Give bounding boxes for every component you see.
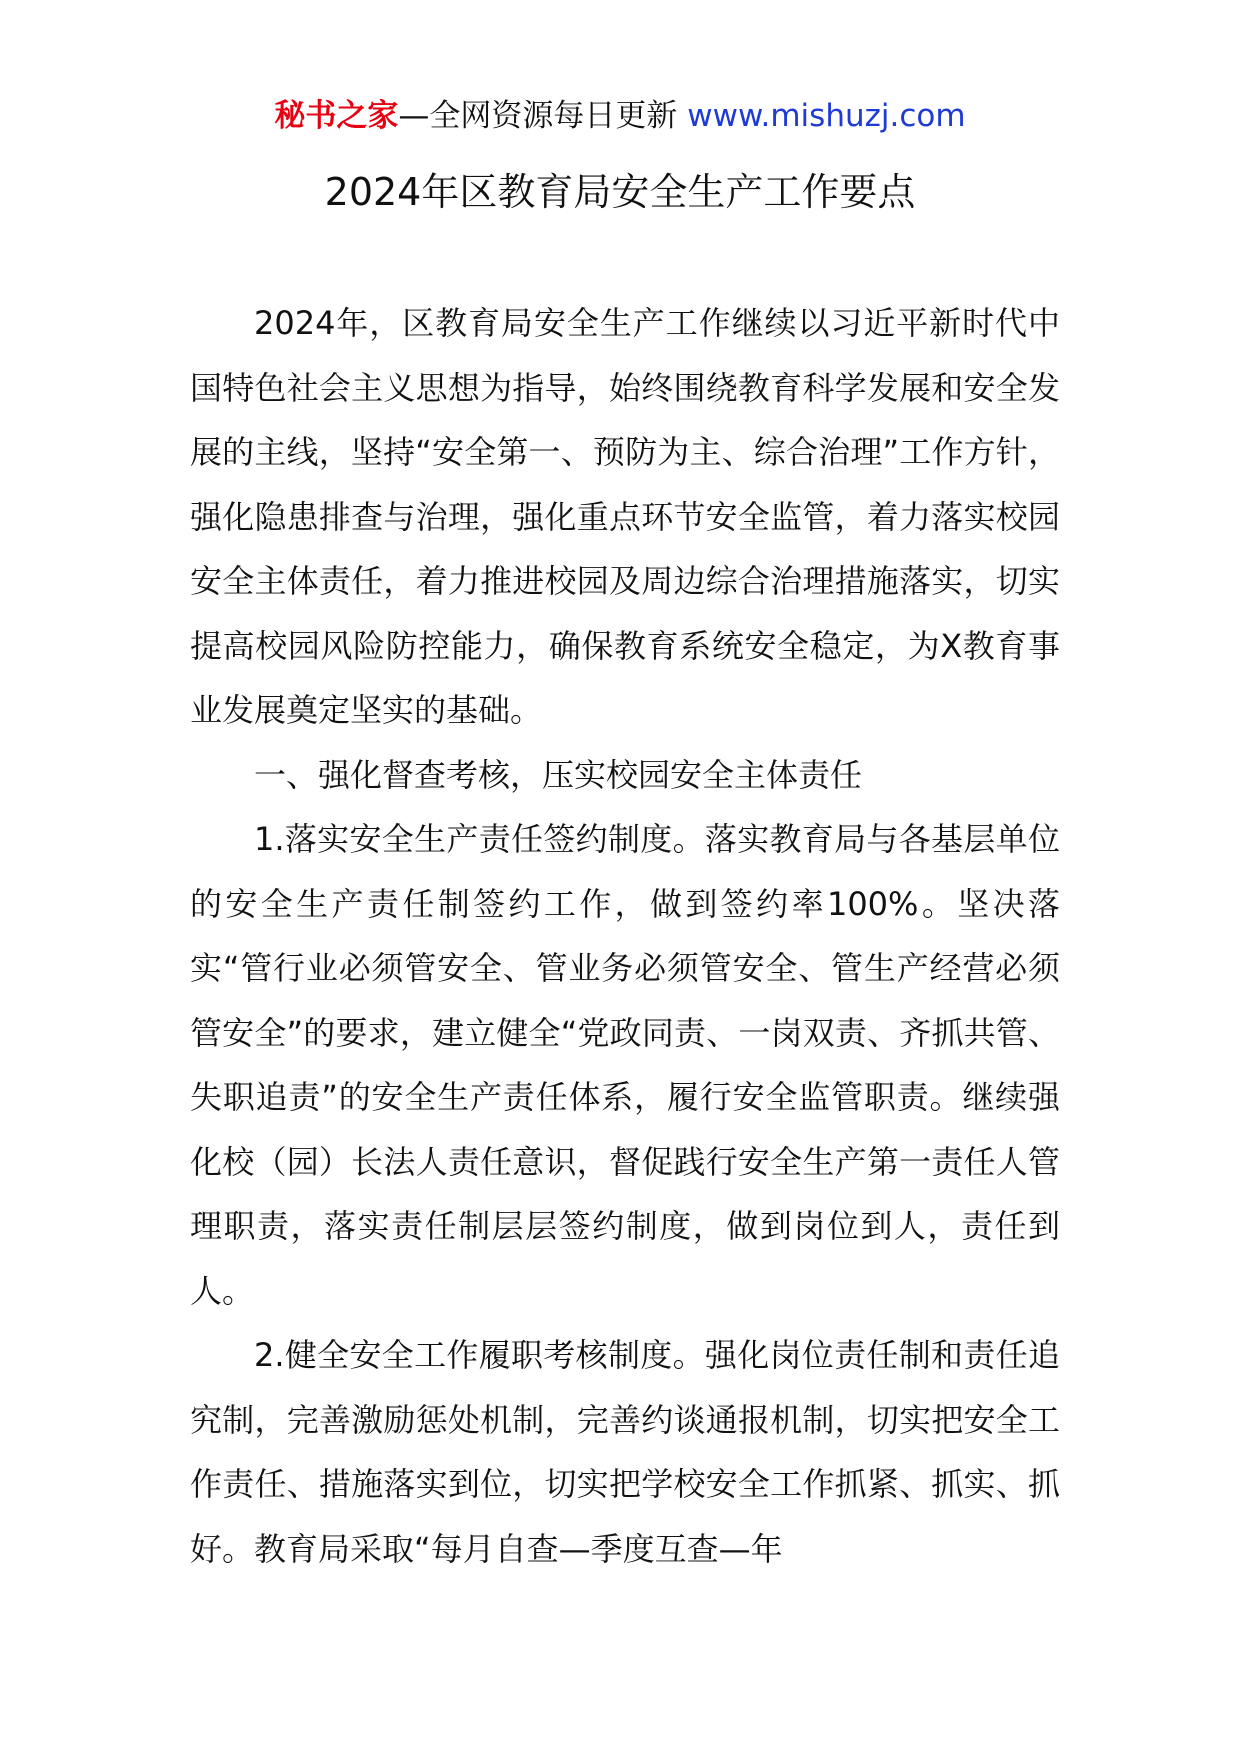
site-banner <box>0 96 1240 136</box>
section-heading: 一、强化督查考核，压实校园安全主体责任 <box>254 755 863 794</box>
intro-paragraph: 2024年，区教育局安全生产工作继续以习近平新时代中国特色社会主义思想为指导，始终围绕教育科学发展和安全发展的主线，坚持“安全第一、预防为主、综合治理”工作方针，强化隐患排查与治理，强化重点环节安全监管，着力落实校园安全主体责任，着力推进校园及周边综合治理措施落实，切实提高校园风险防控能力，确保教育系统安全稳定，为X教育事业发展奠定坚实的基础。 <box>190 304 1060 729</box>
body-paragraph: 2.健全安全工作履职考核制度。强化岗位责任制和责任追究制，完善激励惩处机制，完善约谈通报机制，切实把安全工作责任、措施落实到位，切实把学校安全工作抓紧、抓实、抓好。教育局采取“每月自查—季度互查—年 <box>190 1336 1060 1568</box>
document-body <box>190 291 1060 1581</box>
site-slogan: —全网资源每日更新 <box>398 98 678 134</box>
body-paragraph: 1.落实安全生产责任签约制度。落实教育局与各基层单位的安全生产责任制签约工作，做到签约率100%。坚决落实“管行业必须管安全、管业务必须管安全、管生产经营必须管安全”的要求，建立健全“党政同责、一岗双责、齐抓共管、失职追责”的安全生产责任体系，履行安全监管职责。继续强化校（园）长法人责任意识，督促践行安全生产第一责任人管理职责，落实责任制层层签约制度，做到岗位到人，责任到人。 <box>190 820 1060 1310</box>
document-title: 2024年区教育局安全生产工作要点 <box>324 170 916 214</box>
site-url-link[interactable]: www.mishuzj.com <box>687 98 966 134</box>
site-brand: 秘书之家 <box>274 98 399 134</box>
